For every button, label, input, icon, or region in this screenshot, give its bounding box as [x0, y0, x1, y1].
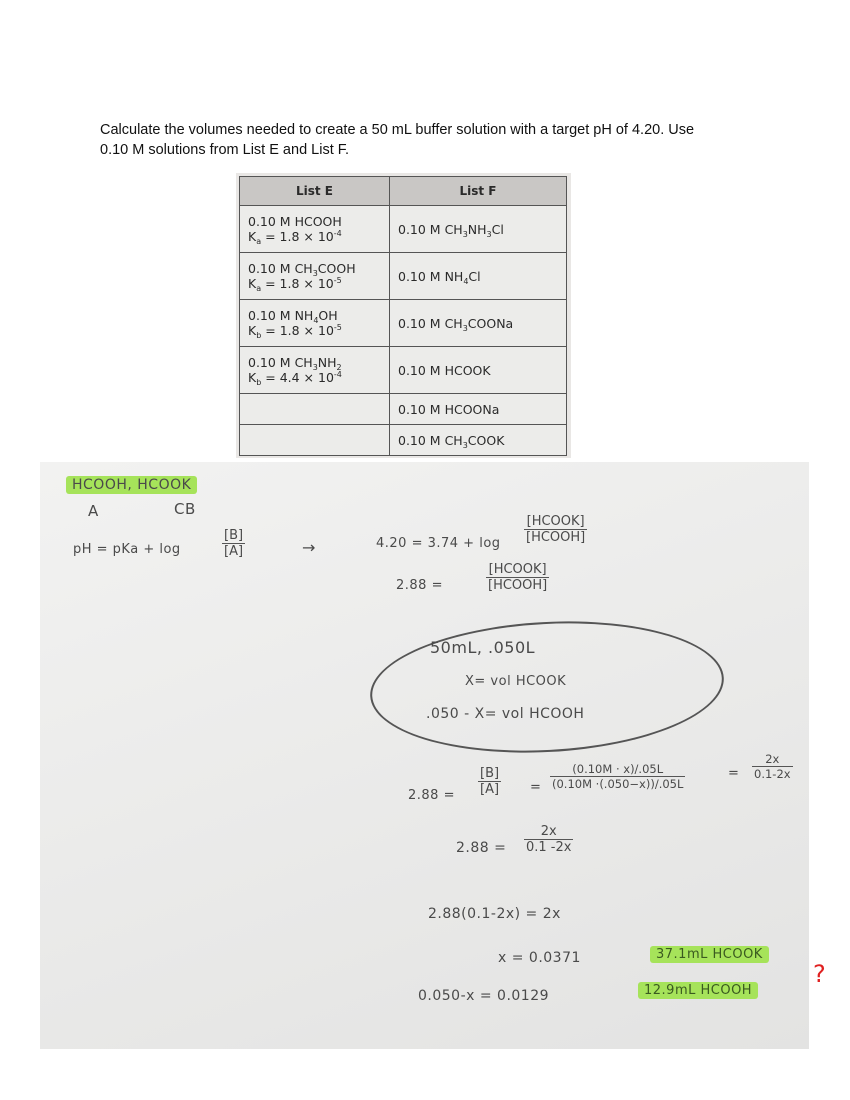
list-f-cell: 0.10 M $CH_3COOK$: [390, 425, 567, 456]
list-e-cell-empty: [240, 394, 390, 425]
equation-5: 2.88(0.1-2x) = 2x: [428, 906, 561, 922]
list-e-header: List E: [240, 177, 390, 206]
hh-fraction: $\frac{[B]}{[A]}$: [224, 528, 244, 559]
list-f-cell: 0.10 M HCOOK: [390, 347, 567, 394]
answer-hcook: 37.1mL HCOOK: [650, 946, 769, 963]
henderson-equation: pH = pKa + log: [73, 542, 181, 557]
oval-line-1: 50mL, .050L: [430, 638, 536, 657]
question-mark: ?: [813, 960, 826, 988]
list-e-cell-empty: [240, 425, 390, 456]
list-f-header: List F: [390, 177, 567, 206]
answer-hcooh: 12.9mL HCOOH: [638, 982, 758, 999]
table-row: [240, 206, 567, 253]
problem-line-1: Calculate the volumes needed to create a 50 mL buffer solution with a target pH of 4.20. Use: [100, 122, 695, 138]
oval-line-2: X= vol HCOOK: [465, 674, 567, 689]
table-row: [240, 425, 567, 456]
equation-3-fraction-a: $\frac{[B]}{[A]}$: [480, 766, 500, 797]
list-f-cell: 0.10 M HCOONa: [390, 394, 567, 425]
list-e-cell: 0.10 M $CH_3COOH$ $K_a = 1.8 \times 10^{-5}$: [240, 253, 390, 300]
list-f-cell: 0.10 M $NH_4Cl$: [390, 253, 567, 300]
label-conjugate-base: CB: [174, 500, 196, 518]
table-row: [240, 253, 567, 300]
list-e-cell: 0.10 M $NH_4OH$ $K_b = 1.8 \times 10^{-5}$: [240, 300, 390, 347]
equation-3-equals-2: =: [728, 766, 740, 781]
list-e-cell: 0.10 M HCOOH $K_a = 1.8 \times 10^{-4}$: [240, 206, 390, 253]
equation-3-equals: =: [530, 780, 542, 795]
equation-7: 0.050-x = 0.0129: [418, 988, 550, 1004]
list-f-cell: 0.10 M $CH_3COONa$: [390, 300, 567, 347]
label-acid: A: [88, 502, 99, 520]
equation-6: x = 0.0371: [498, 950, 581, 966]
problem-statement: [100, 120, 760, 160]
problem-line-2: 0.10 M solutions from List E and List F.: [100, 142, 350, 158]
oval-line-3: .050 - X= vol HCOOH: [426, 706, 585, 722]
list-f-cell: 0.10 M $CH_3NH_3Cl$: [390, 206, 567, 253]
list-e-cell: 0.10 M $CH_3NH_2$ $K_b = 4.4 \times 10^{-4}$: [240, 347, 390, 394]
equation-4-fraction: $\frac{2x}{0.1 -2x}$: [526, 824, 572, 855]
list-table: [239, 176, 567, 456]
equation-1: 4.20 = 3.74 + log: [376, 536, 501, 551]
equation-2-fraction: [HCOOK] [HCOOH]: [488, 562, 548, 593]
equation-2: 2.88 =: [396, 578, 443, 593]
arrow-icon: →: [302, 538, 316, 557]
equation-4: 2.88 =: [456, 840, 507, 856]
pair-highlight: HCOOH, HCOOK: [66, 476, 197, 494]
equation-3-fraction-b: $\frac{(0.10M \cdot x)/.05L}{(0.10M \cdot(.050-x))/.05L}$: [552, 762, 684, 791]
table-row: [240, 300, 567, 347]
equation-3: 2.88 =: [408, 788, 455, 803]
equation-3-fraction-c: $\frac{2x}{0.1-2x}$: [754, 752, 791, 781]
list-table-photo: [236, 173, 571, 458]
table-row: [240, 347, 567, 394]
table-row: [240, 394, 567, 425]
equation-1-fraction: [HCOOK] [HCOOH]: [526, 514, 586, 545]
handwritten-work-photo: [40, 462, 809, 1049]
